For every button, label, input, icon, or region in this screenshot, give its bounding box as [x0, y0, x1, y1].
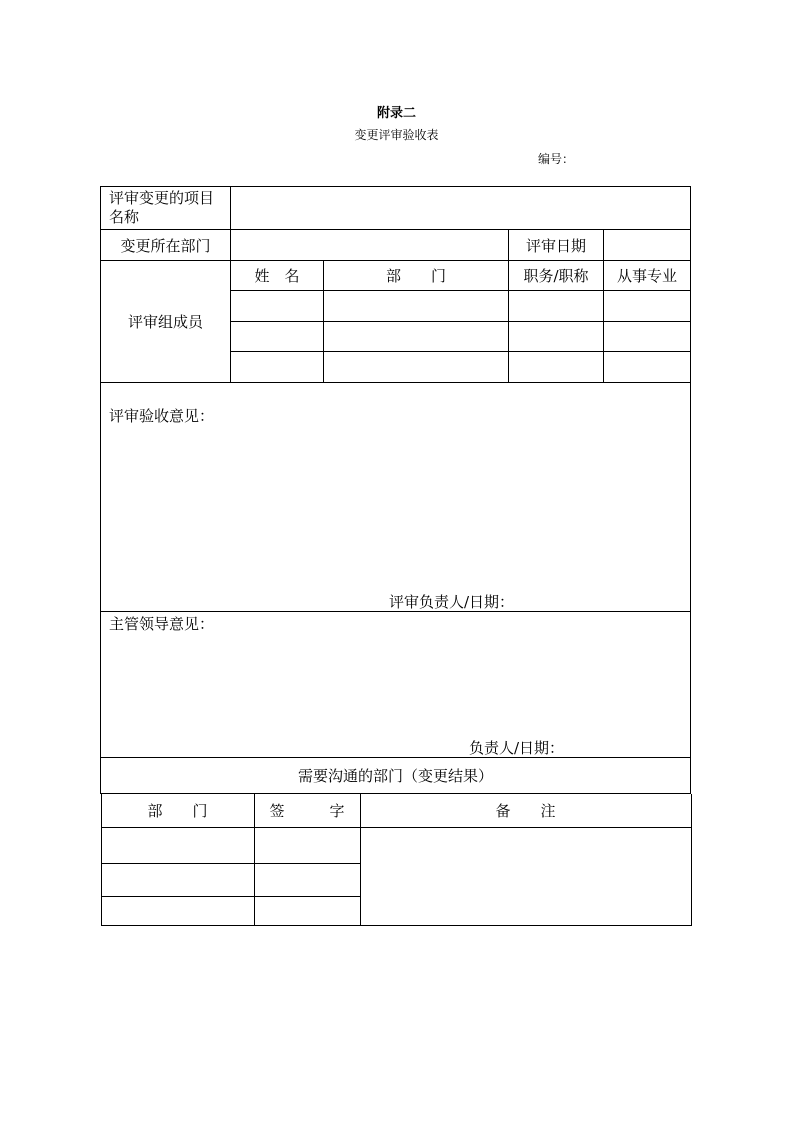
- communication-section: [101, 794, 691, 926]
- member-position-cell[interactable]: [509, 322, 604, 352]
- comm-department-cell[interactable]: [101, 827, 254, 863]
- column-header-specialty: 从事专业: [604, 261, 691, 291]
- comm-department-cell[interactable]: [101, 863, 254, 896]
- department-field[interactable]: [231, 230, 509, 261]
- communication-header-row: [101, 794, 691, 827]
- comm-signature-cell[interactable]: [254, 827, 360, 863]
- member-name-cell[interactable]: [231, 291, 324, 322]
- column-header-comm-department: 部 门: [101, 794, 254, 827]
- communication-row: [101, 827, 691, 863]
- comm-signature-cell[interactable]: [254, 896, 360, 925]
- review-opinion-field[interactable]: [101, 383, 691, 612]
- column-header-name: 姓 名: [231, 261, 324, 291]
- communication-title: 需要沟通的部门（变更结果）: [101, 758, 691, 794]
- supervisor-opinion-field[interactable]: [101, 612, 691, 758]
- review-date-label: 评审日期: [509, 230, 604, 261]
- review-acceptance-form: [100, 186, 691, 926]
- member-department-cell[interactable]: [324, 291, 509, 322]
- column-header-signature: 签 字: [254, 794, 360, 827]
- column-header-remarks: 备 注: [360, 794, 691, 827]
- review-date-field[interactable]: [604, 230, 691, 261]
- project-name-row: [101, 187, 691, 230]
- project-name-field[interactable]: [231, 187, 691, 230]
- member-name-cell[interactable]: [231, 322, 324, 352]
- document-number-label: 编号：: [538, 152, 575, 166]
- communication-title-row: [101, 758, 691, 794]
- project-name-label: 评审变更的项目名称: [101, 187, 231, 230]
- member-specialty-cell[interactable]: [604, 352, 691, 383]
- member-department-cell[interactable]: [324, 352, 509, 383]
- member-position-cell[interactable]: [509, 291, 604, 322]
- communication-section-cell: [101, 794, 691, 926]
- member-specialty-cell[interactable]: [604, 291, 691, 322]
- review-opinion-label: 评审验收意见：: [109, 407, 215, 425]
- appendix-heading: 附录二: [376, 106, 416, 121]
- form-title: 变更评审验收表: [354, 128, 439, 142]
- column-header-position: 职务/职称: [509, 261, 604, 291]
- column-header-department: 部 门: [324, 261, 509, 291]
- comm-signature-cell[interactable]: [254, 863, 360, 896]
- members-header-row: [101, 261, 691, 291]
- member-department-cell[interactable]: [324, 322, 509, 352]
- comm-department-cell[interactable]: [101, 896, 254, 925]
- department-row: [101, 230, 691, 261]
- supervisor-opinion-row: [101, 612, 691, 758]
- review-signature-label: 评审负责人/日期：: [389, 593, 515, 611]
- department-label: 变更所在部门: [101, 230, 231, 261]
- communication-table: [101, 794, 692, 926]
- supervisor-signature-label: 负责人/日期：: [469, 739, 565, 757]
- member-name-cell[interactable]: [231, 352, 324, 383]
- member-specialty-cell[interactable]: [604, 322, 691, 352]
- review-opinion-row: [101, 383, 691, 612]
- members-label: 评审组成员: [101, 261, 231, 383]
- remarks-field[interactable]: [360, 827, 691, 925]
- supervisor-opinion-label: 主管领导意见：: [109, 615, 215, 633]
- member-position-cell[interactable]: [509, 352, 604, 383]
